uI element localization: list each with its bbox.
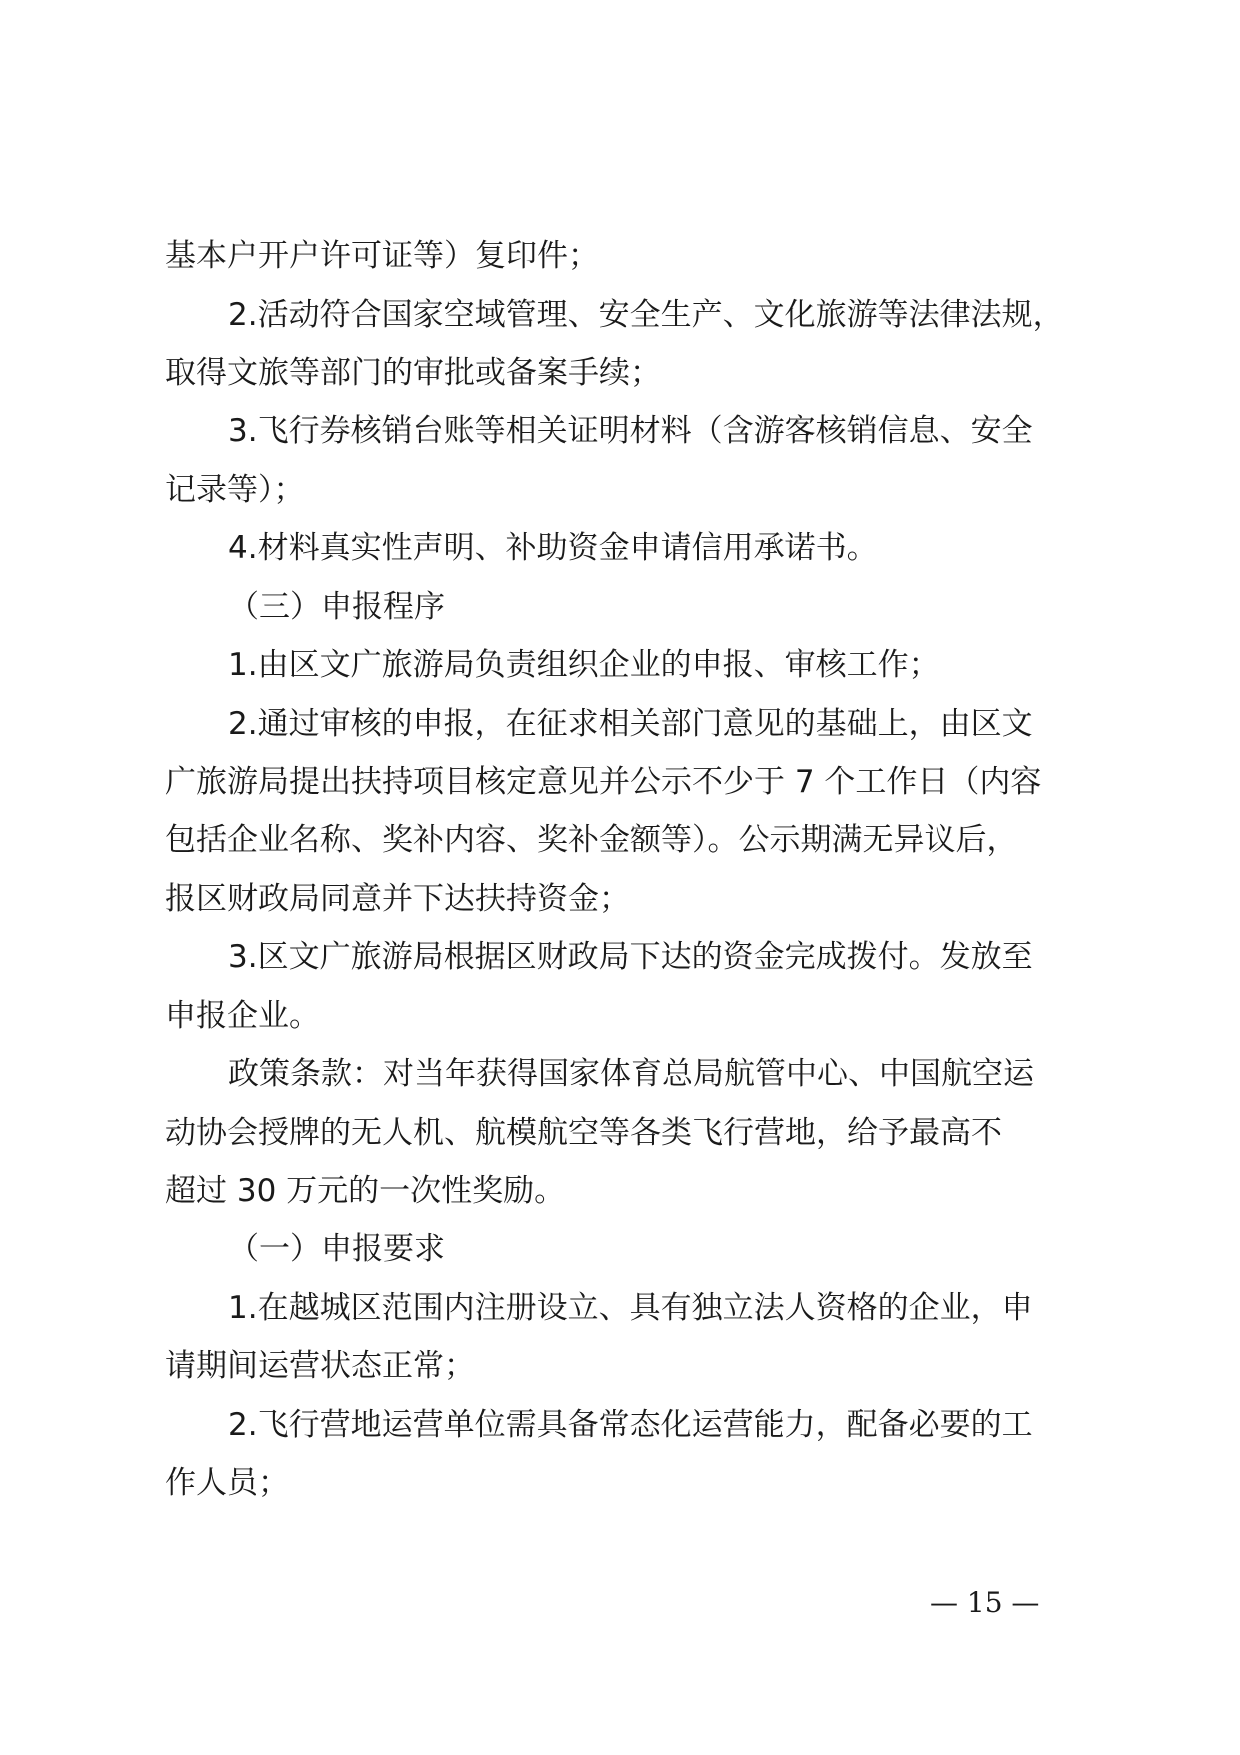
text-line: 基本户开户许可证等）复印件； [165,238,599,274]
text-line: 3.飞行券核销台账等相关证明材料（含游客核销信息、安全 [228,413,1033,449]
policy-clause: 政策条款：对当年获得国家体育总局航管中心、中国航空运 [228,1056,1034,1092]
text-line: 记录等）； [165,472,305,508]
text-line: 2.飞行营地运营单位需具备常态化运营能力，配备必要的工 [228,1407,1033,1443]
section-heading: （一）申报要求 [228,1231,445,1267]
text-line: 请期间运营状态正常； [165,1348,475,1384]
text-line: 2.通过审核的申报，在征求相关部门意见的基础上，由区文 [228,706,1033,742]
text-line: 包括企业名称、奖补内容、奖补金额等）。公示期满无异议后， [165,822,1018,858]
text-line: 3.区文广旅游局根据区财政局下达的资金完成拨付。发放至 [228,939,1033,975]
text-line: 申报企业。 [165,998,320,1034]
page-number: — 15 — [930,1586,1040,1619]
text-line: 作人员； [165,1465,289,1501]
text-line: 1.由区文广旅游局负责组织企业的申报、审核工作； [228,647,940,683]
text-line: 4.材料真实性声明、补助资金申请信用承诺书。 [228,530,878,566]
text-line: 报区财政局同意并下达扶持资金； [165,881,630,917]
text-line: 1.在越城区范围内注册设立、具有独立法人资格的企业，申 [228,1290,1033,1326]
text-line: 2.活动符合国家空域管理、安全生产、文化旅游等法律法规， [228,297,1064,333]
text-line: 动协会授牌的无人机、航模航空等各类飞行营地，给予最高不 [165,1115,1002,1151]
section-heading: （三）申报程序 [228,589,445,625]
text-line: 广旅游局提出扶持项目核定意见并公示不少于 7 个工作日（内容 [165,764,1042,800]
text-line: 超过 30 万元的一次性奖励。 [165,1173,566,1209]
text-line: 取得文旅等部门的审批或备案手续； [165,355,661,391]
